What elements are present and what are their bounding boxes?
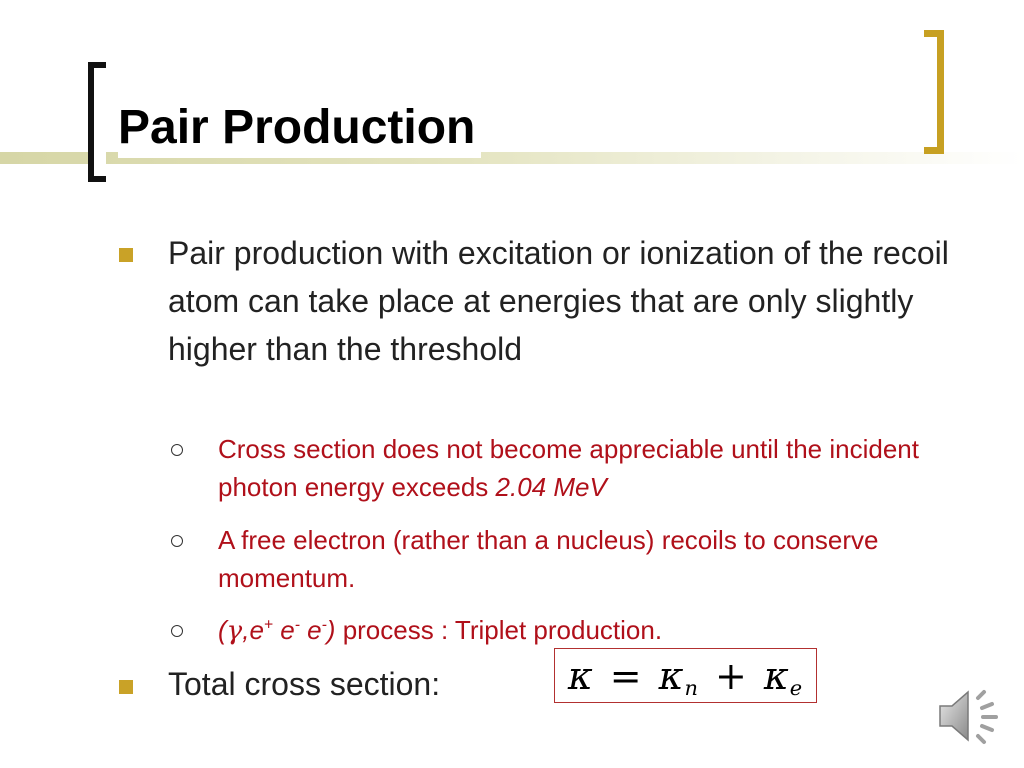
sub-bullet-circle-icon	[171, 535, 183, 547]
kappa-symbol: κ	[567, 653, 594, 698]
bullet-square-icon	[119, 248, 133, 262]
paren-close: )	[326, 615, 336, 645]
right-bracket-decoration	[924, 30, 944, 154]
electron-label: e	[273, 615, 295, 645]
kappa-symbol: κ	[658, 653, 685, 698]
kappa-n	[659, 654, 699, 698]
plus-sign: +	[715, 653, 748, 698]
sub-bullet-circle-icon	[171, 444, 183, 456]
equals-sign: =	[609, 653, 643, 698]
bullet-1-text: Pair production with excitation or ionization of the recoil atom can take place at energies that are only slightly higher than the threshold	[168, 235, 949, 367]
subscript-n: n	[684, 675, 699, 700]
slide-title: Pair Production	[118, 98, 481, 158]
sup-minus: -	[294, 616, 300, 634]
sup-minus: -	[321, 616, 327, 634]
electron-label: e	[299, 615, 322, 645]
sub-bullet-1-text	[218, 430, 978, 506]
cross-section-formula	[554, 648, 817, 703]
speaker-icon[interactable]	[934, 684, 1008, 748]
bullet-2-text: Total cross section:	[168, 666, 441, 702]
sup-plus: +	[263, 616, 274, 634]
subscript-e: e	[789, 675, 804, 700]
bullet-square-icon	[119, 680, 133, 694]
sub-bullet-circle-icon	[171, 625, 183, 637]
electron-label: ,e	[242, 615, 264, 645]
kappa-e	[764, 654, 803, 698]
sub-bullet-2-text: A free electron (rather than a nucleus) recoils to conserve momentum.	[218, 525, 879, 593]
left-bracket-decoration	[88, 62, 106, 182]
triplet-text: process : Triplet production.	[335, 615, 663, 645]
kappa-symbol: κ	[763, 653, 790, 698]
sub-bullet-3-text	[218, 611, 978, 650]
sub-bullet-1-energy: 2.04 MeV	[495, 472, 607, 502]
gamma-symbol: γ	[226, 616, 243, 646]
paren-open: (	[218, 615, 227, 645]
sub-bullet-1-main: Cross section does not become appreciable until the incident photon energy exceeds	[218, 434, 919, 502]
